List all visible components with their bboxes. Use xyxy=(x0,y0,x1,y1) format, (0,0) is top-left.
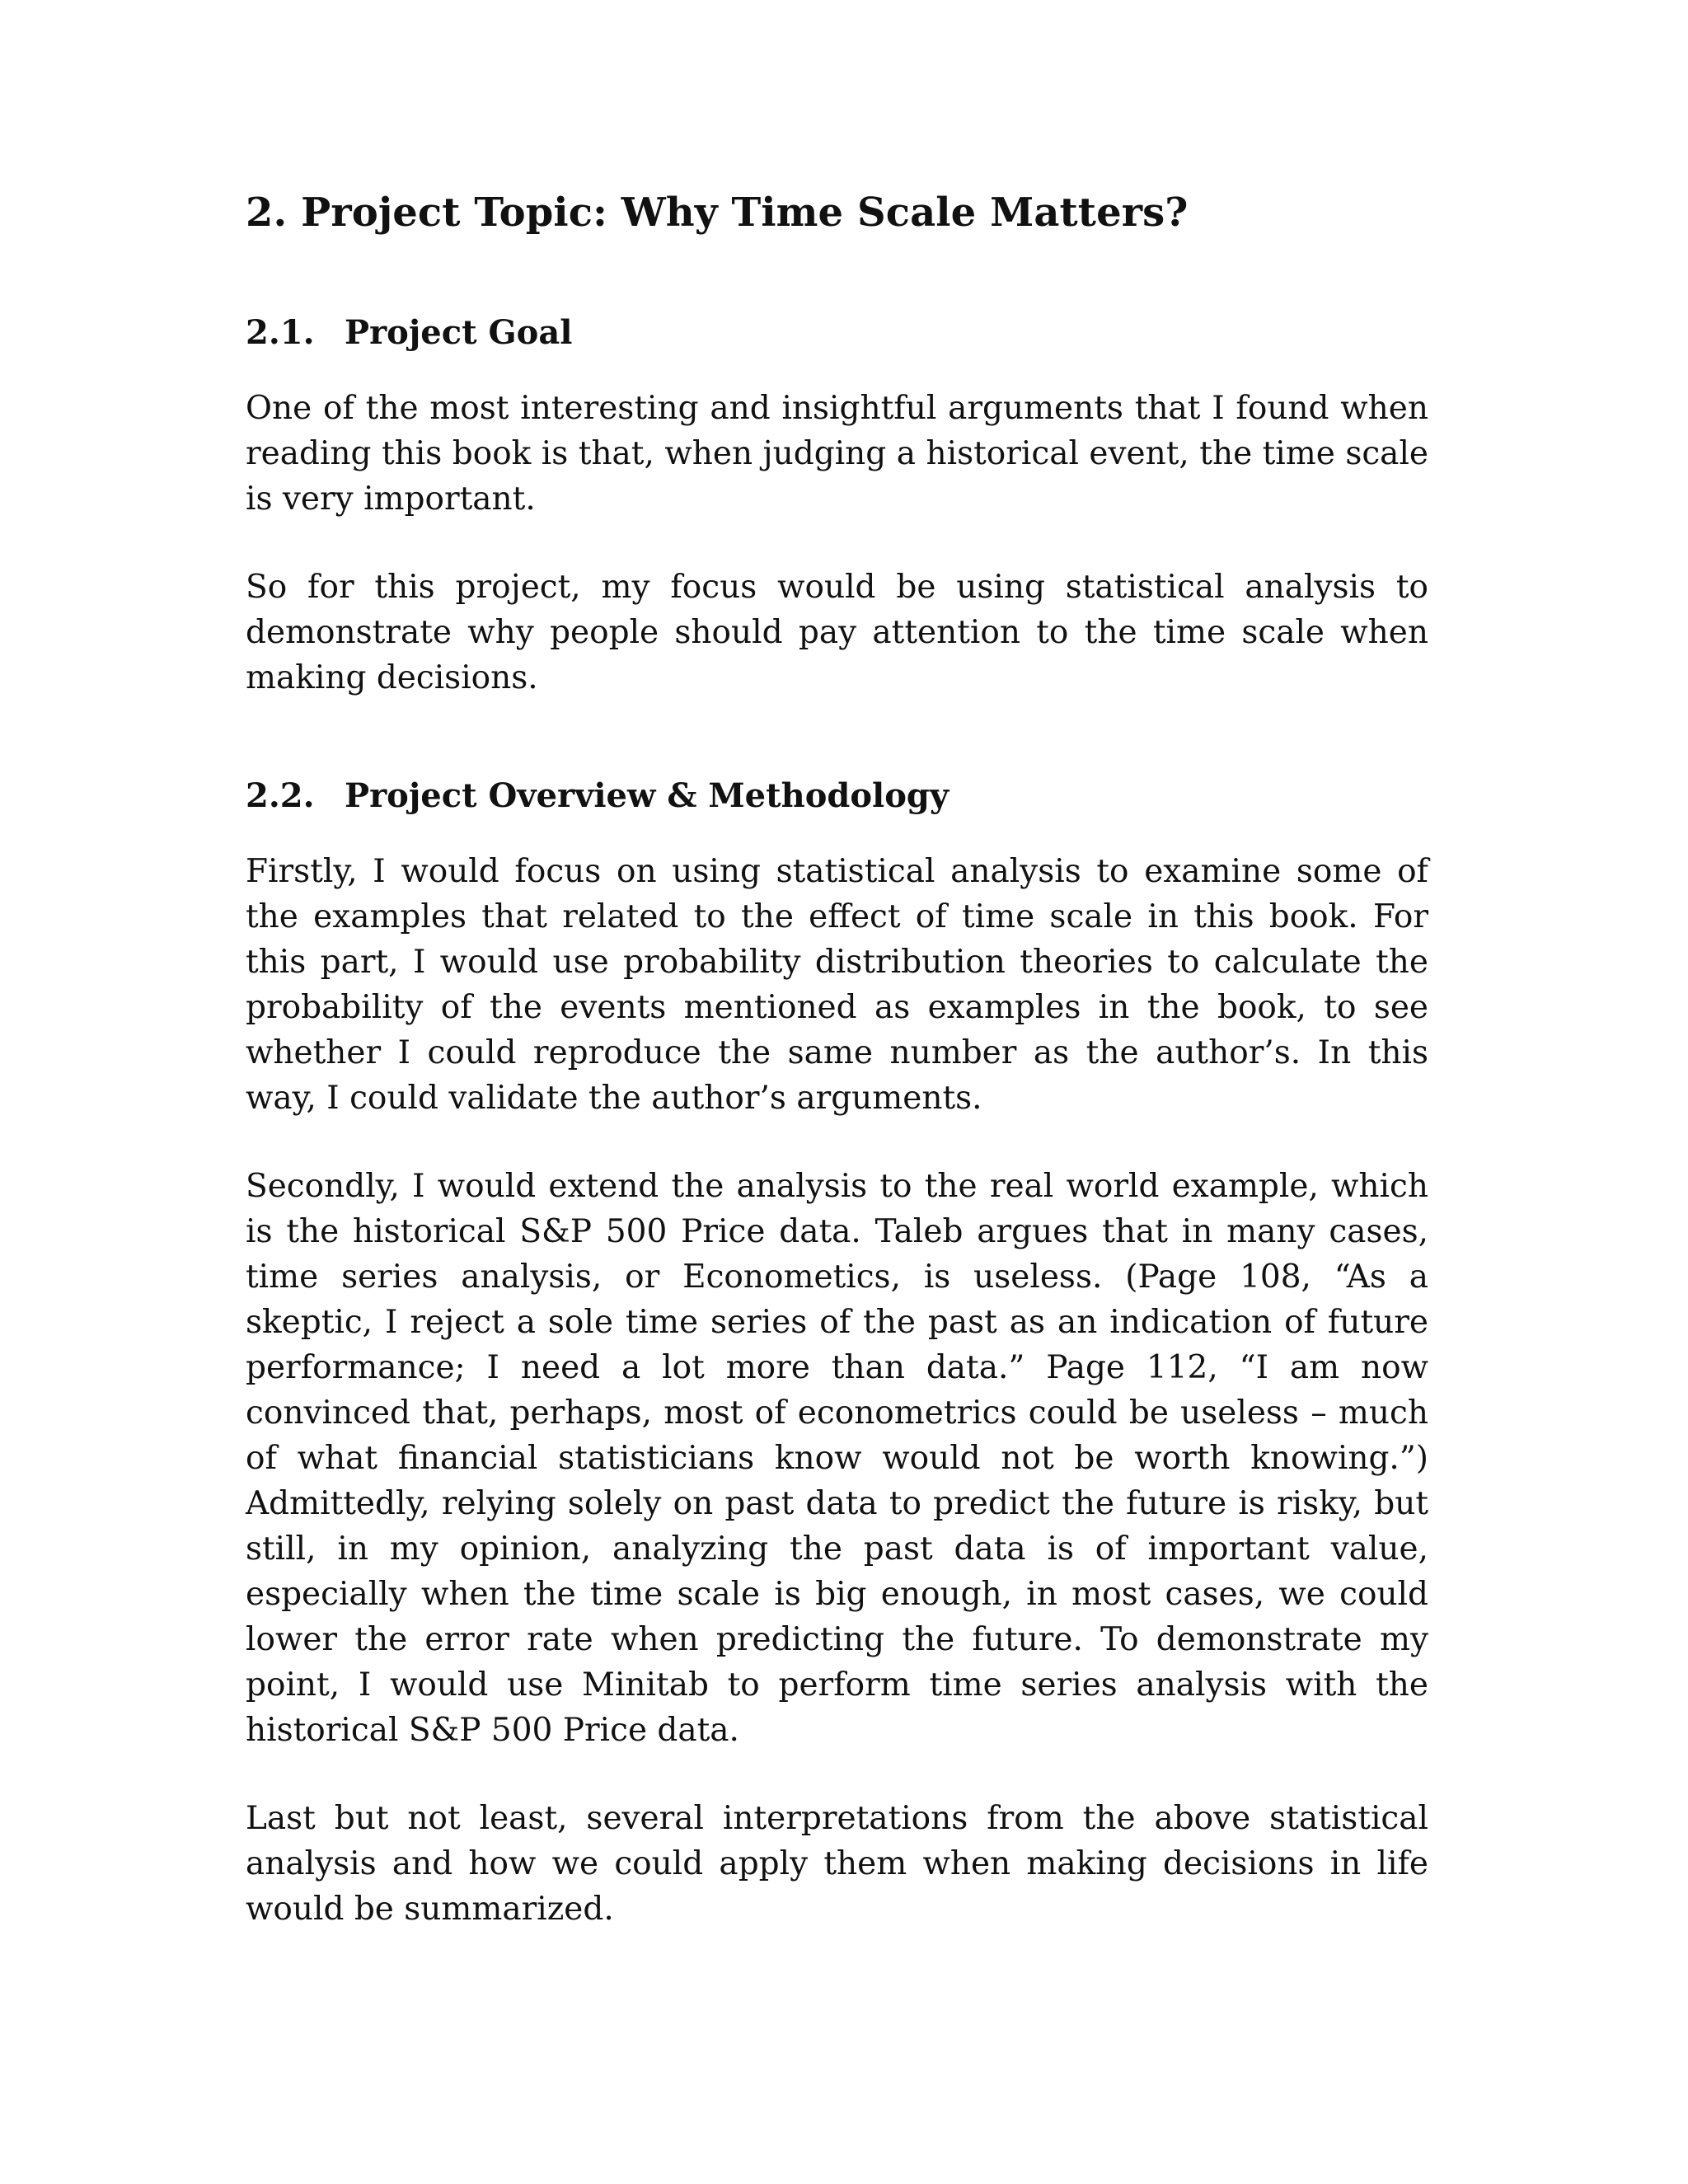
document-page xyxy=(246,190,1428,1975)
paragraph: So for this project, my focus would be using statistical analysis to demonstrate why people should pay attention to the time scale when making decisions. xyxy=(246,568,1428,696)
section-number: 2.1. xyxy=(246,312,315,352)
section-title: Project Goal xyxy=(345,312,573,352)
section-title: Project Overview & Methodology xyxy=(345,776,950,815)
section-number: 2.2. xyxy=(246,776,315,815)
section-project-overview xyxy=(246,776,1428,1932)
paragraph: One of the most interesting and insightful arguments that I found when reading this book is that, when judging a historical event, the time scale is very important. xyxy=(246,389,1428,518)
section-heading xyxy=(246,313,1428,353)
paragraph: Firstly, I would focus on using statistical analysis to examine some of the examples that related to the effect of time scale in this book. For this part, I would use probability distribution theories to calculate the probability of the events mentioned as examples in the book, to see whether I could reproduce the same number as the author’s. In this way, I could validate the author’s arguments. xyxy=(246,852,1428,1117)
paragraph: Secondly, I would extend the analysis to the real world example, which is the historical S&P 500 Price data. Taleb argues that in many cases, time series analysis, or Econometics, is useless. (Page 108, “As a skeptic, I reject a sole time series of the past as an indication of future performance; I need a lot more than data.” Page 112, “I am now convinced that, perhaps, most of econometrics could be useless – much of what financial statisticians know would not be worth knowing.”) Admittedly, relying solely on past data to predict the future is risky, but still, in my opinion, analyzing the past data is of important value, especially when the time scale is big enough, in most cases, we could lower the error rate when predicting the future. To demonstrate my point, I would use Minitab to perform time series analysis with the historical S&P 500 Price data. xyxy=(246,1167,1428,1749)
document-title: 2. Project Topic: Why Time Scale Matters? xyxy=(246,190,1189,236)
paragraph: Last but not least, several interpretations from the above statistical analysis and how we could apply them when making decisions in life would be summarized. xyxy=(246,1799,1428,1928)
section-heading xyxy=(246,776,1428,816)
section-project-goal xyxy=(246,313,1428,701)
